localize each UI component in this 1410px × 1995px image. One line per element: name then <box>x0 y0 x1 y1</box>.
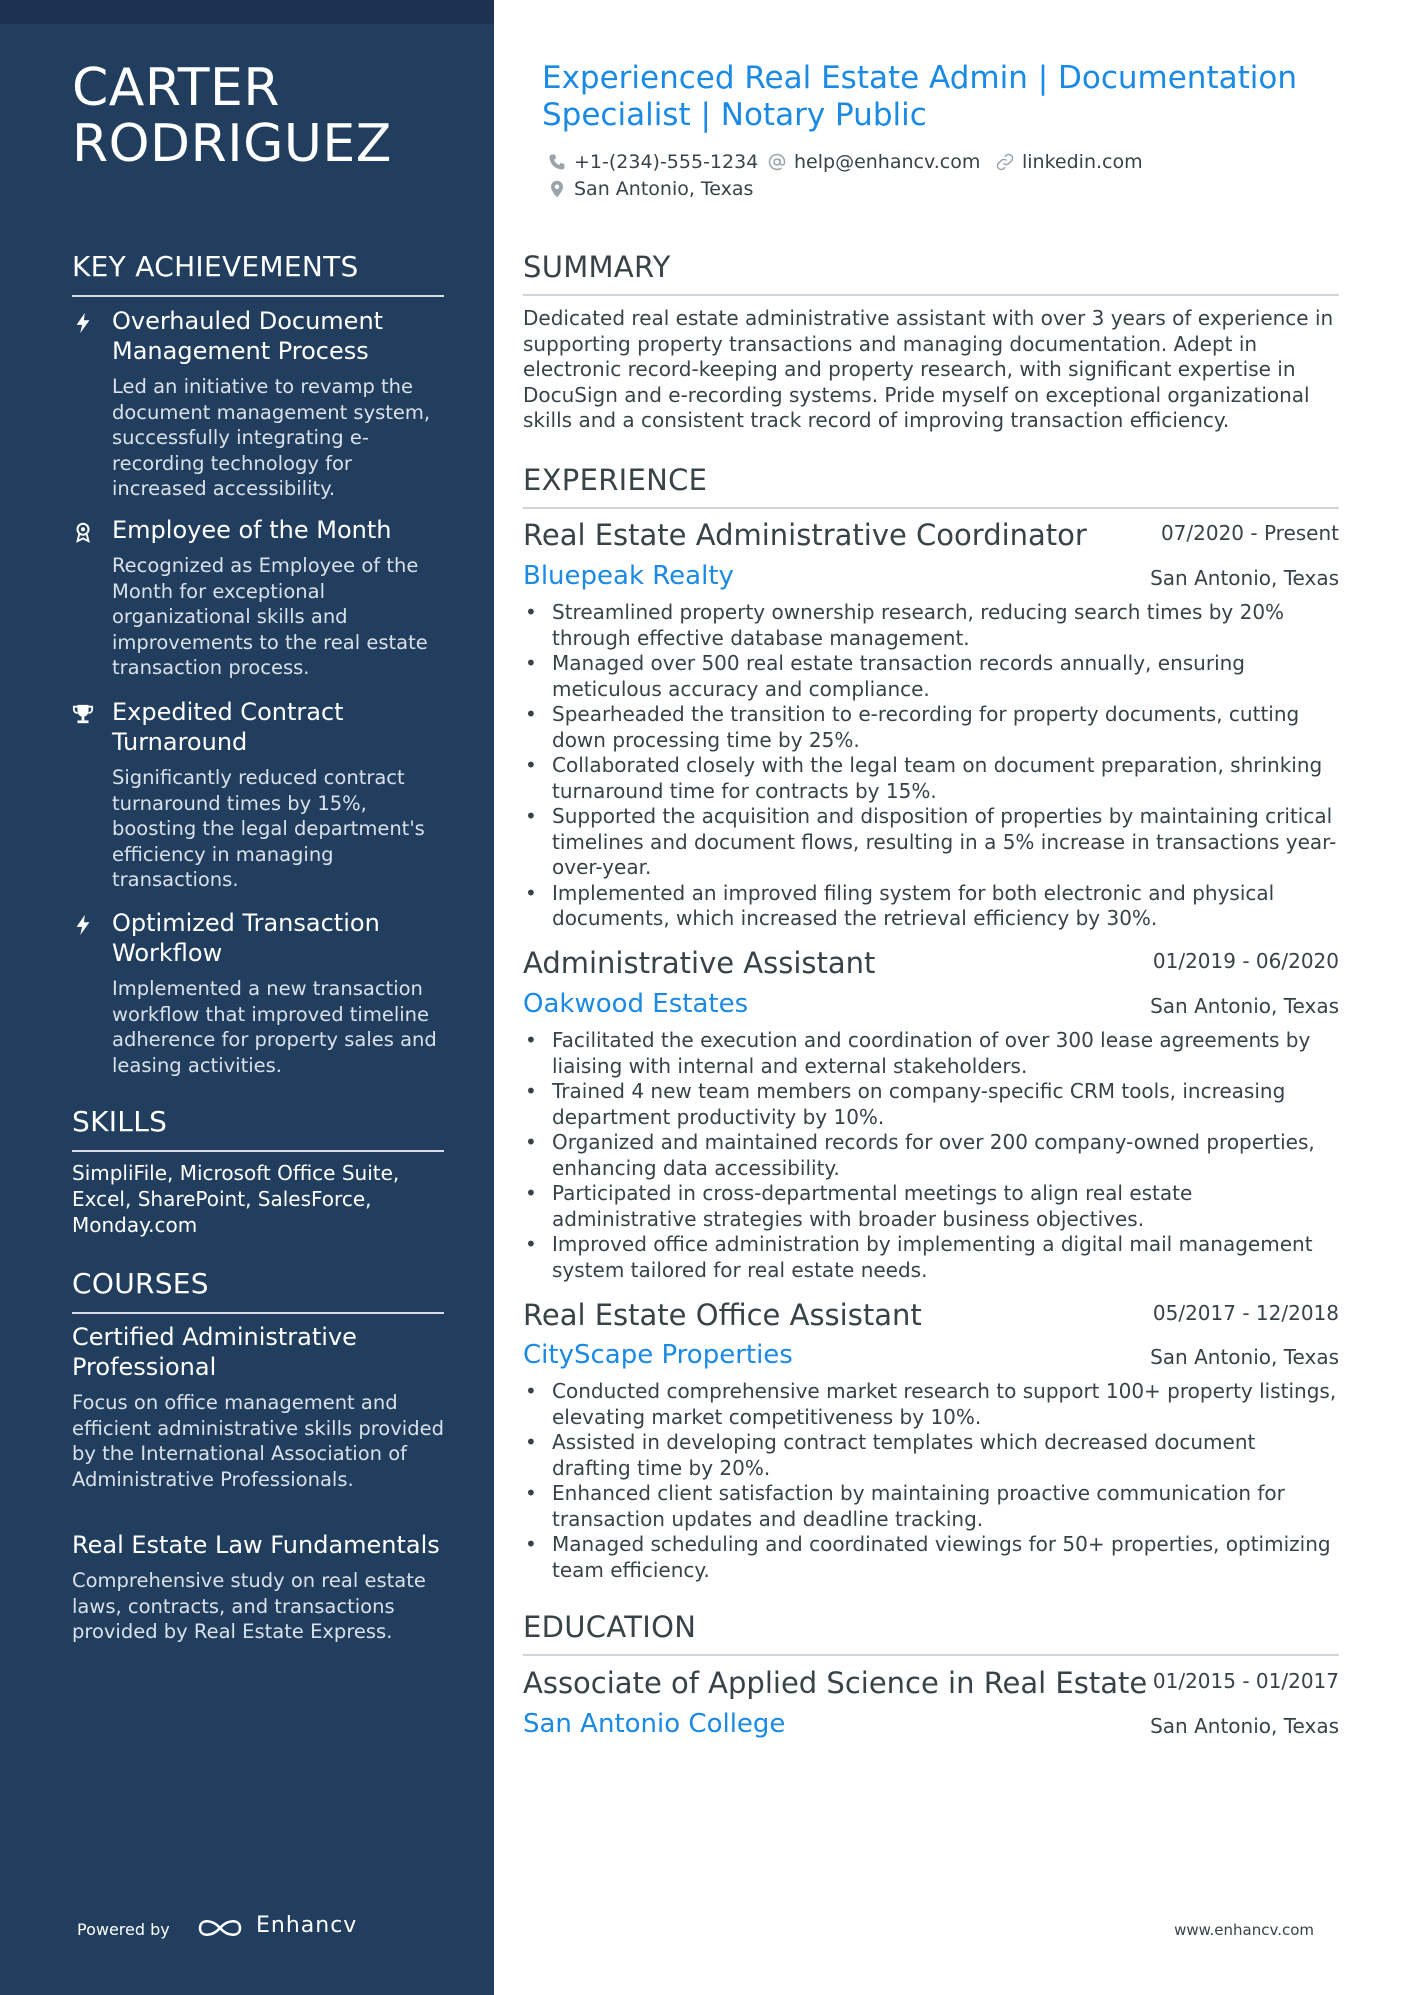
education-heading: EDUCATION <box>523 1610 1339 1656</box>
at-sign-icon <box>768 153 786 171</box>
phone-icon <box>548 153 566 171</box>
email-text: help@enhancv.com <box>794 151 981 173</box>
job-location: San Antonio, Texas <box>1150 566 1339 590</box>
achievements-heading: KEY ACHIEVEMENTS <box>72 250 444 297</box>
company-name[interactable]: CityScape Properties <box>523 1340 793 1370</box>
list-item: • Managed scheduling and coordinated viewings for 50+ properties, optimizing team efficiency. <box>523 1532 1338 1583</box>
achievement-item <box>72 908 444 1078</box>
job-dates: 07/2020 - Present <box>1160 521 1339 545</box>
list-item: • Spearheaded the transition to e-recording for property documents, cutting down processing time by 25%. <box>523 702 1338 753</box>
job-dates: 01/2019 - 06/2020 <box>1152 949 1339 973</box>
company-name[interactable]: Bluepeak Realty <box>523 561 734 591</box>
achievement-item <box>72 697 444 893</box>
company-name[interactable]: Oakwood Estates <box>523 989 749 1019</box>
list-item: • Enhanced client satisfaction by maintaining proactive communication for transaction updates and deadline tracking. <box>523 1481 1338 1532</box>
education-dates: 01/2015 - 01/2017 <box>1152 1669 1339 1693</box>
job-title: Real Estate Administrative Coordinator <box>523 518 1087 552</box>
course-item <box>72 1322 452 1492</box>
job-bullets <box>523 1379 1338 1583</box>
sidebar <box>0 0 494 1995</box>
list-item: • Assisted in developing contract templates which decreased document drafting time by 20%. <box>523 1430 1338 1481</box>
job-dates: 05/2017 - 12/2018 <box>1152 1301 1339 1325</box>
course-item <box>72 1530 452 1645</box>
contact-linkedin[interactable] <box>996 151 1143 173</box>
name-line-1: CARTER <box>72 58 280 118</box>
achievement-desc: Led an initiative to revamp the document management system, successfully integrating e-recording technology for increased accessibility. <box>112 375 431 500</box>
achievement-desc: Significantly reduced contract turnaround times by 15%, boosting the legal department's efficiency in managing transactions. <box>112 766 425 891</box>
job-bullets <box>523 1028 1338 1283</box>
candidate-name <box>72 60 472 172</box>
contact-location <box>548 178 753 200</box>
list-item: • Collaborated closely with the legal team on document preparation, shrinking turnaround time for contracts by 15%. <box>523 753 1338 804</box>
education-location: San Antonio, Texas <box>1150 1714 1339 1738</box>
sidebar-top-band <box>0 0 494 24</box>
achievement-title: Optimized Transaction Workflow <box>112 909 380 967</box>
experience-heading: EXPERIENCE <box>523 463 1339 509</box>
job-bullets <box>523 600 1338 932</box>
achievement-title: Overhauled Document Management Process <box>112 307 384 365</box>
courses-heading: COURSES <box>72 1267 444 1314</box>
location-pin-icon <box>548 180 566 198</box>
course-desc: Comprehensive study on real estate laws, contracts, and transactions provided by Real Estate Express. <box>72 1569 426 1643</box>
achievement-title: Expedited Contract Turnaround <box>112 698 344 756</box>
degree-title: Associate of Applied Science in Real Estate <box>523 1666 1148 1700</box>
list-item: • Streamlined property ownership research, reducing search times by 20% through effective database management. <box>523 600 1338 651</box>
lightning-icon <box>72 914 94 936</box>
list-item: • Participated in cross-departmental meetings to align real estate administrative strategies with broader business objectives. <box>523 1181 1338 1232</box>
list-item: • Improved office administration by implementing a digital mail management system tailored for real estate needs. <box>523 1232 1338 1283</box>
list-item: • Managed over 500 real estate transaction records annually, ensuring meticulous accuracy and compliance. <box>523 651 1338 702</box>
course-desc: Focus on office management and efficient administrative skills provided by the International Association of Administrative Professionals. <box>72 1391 444 1491</box>
job-location: San Antonio, Texas <box>1150 1345 1339 1369</box>
achievement-desc: Implemented a new transaction workflow that improved timeline adherence for property sales and leasing activities. <box>112 977 437 1077</box>
course-title: Real Estate Law Fundamentals <box>72 1531 440 1559</box>
enhancv-logo-icon <box>196 1915 244 1941</box>
job-title: Real Estate Office Assistant <box>523 1298 922 1332</box>
list-item: • Trained 4 new team members on company-specific CRM tools, increasing department productivity by 10%. <box>523 1079 1338 1130</box>
achievement-desc: Recognized as Employee of the Month for exceptional organizational skills and improvements to the real estate transaction process. <box>112 554 428 679</box>
course-title: Certified Administrative Professional <box>72 1323 357 1381</box>
lightning-icon <box>72 312 94 334</box>
link-icon <box>996 153 1014 171</box>
brand-name: Enhancv <box>256 1913 358 1938</box>
contact-phone[interactable] <box>548 151 758 173</box>
summary-text: Dedicated real estate administrative assistant with over 3 years of experience in supporting property transactions and managing documentation. Adept in electronic record-keeping and property research, with significant expertise in DocuSign and e-recording systems. Pride myself on exceptional organizational skills and a consistent track record of improving transaction efficiency. <box>523 306 1334 432</box>
trophy-icon <box>72 703 94 725</box>
phone-text: +1-(234)-555-1234 <box>574 151 759 173</box>
award-icon <box>72 521 94 543</box>
location-text: San Antonio, Texas <box>574 178 754 200</box>
list-item: • Supported the acquisition and disposition of properties by maintaining critical timelines and document flows, resulting in a 5% increase in transactions year-over-year. <box>523 804 1338 881</box>
achievement-item <box>72 515 444 681</box>
job-title: Administrative Assistant <box>523 946 876 980</box>
powered-by-label: Powered by <box>77 1920 170 1939</box>
linkedin-text: linkedin.com <box>1022 151 1143 173</box>
footer-url[interactable]: www.enhancv.com <box>1174 1921 1314 1939</box>
list-item: • Conducted comprehensive market research to support 100+ property listings, elevating market competitiveness by 10%. <box>523 1379 1338 1430</box>
list-item: • Implemented an improved filing system for both electronic and physical documents, which increased the retrieval efficiency by 30%. <box>523 881 1338 932</box>
headline: Experienced Real Estate Admin | Documentation Specialist | Notary Public <box>542 60 1297 133</box>
name-line-2: RODRIGUEZ <box>72 114 392 174</box>
achievement-title: Employee of the Month <box>112 516 392 544</box>
skills-heading: SKILLS <box>72 1105 444 1152</box>
school-name[interactable]: San Antonio College <box>523 1709 786 1739</box>
achievement-item <box>72 306 444 502</box>
summary-heading: SUMMARY <box>523 250 1339 296</box>
list-item: • Facilitated the execution and coordination of over 300 lease agreements by liaising with internal and external stakeholders. <box>523 1028 1338 1079</box>
list-item: • Organized and maintained records for over 200 company-owned properties, enhancing data accessibility. <box>523 1130 1338 1181</box>
contact-email[interactable] <box>768 151 980 173</box>
skills-text: SimpliFile, Microsoft Office Suite, Excel, SharePoint, SalesForce, Monday.com <box>72 1161 400 1237</box>
job-location: San Antonio, Texas <box>1150 994 1339 1018</box>
